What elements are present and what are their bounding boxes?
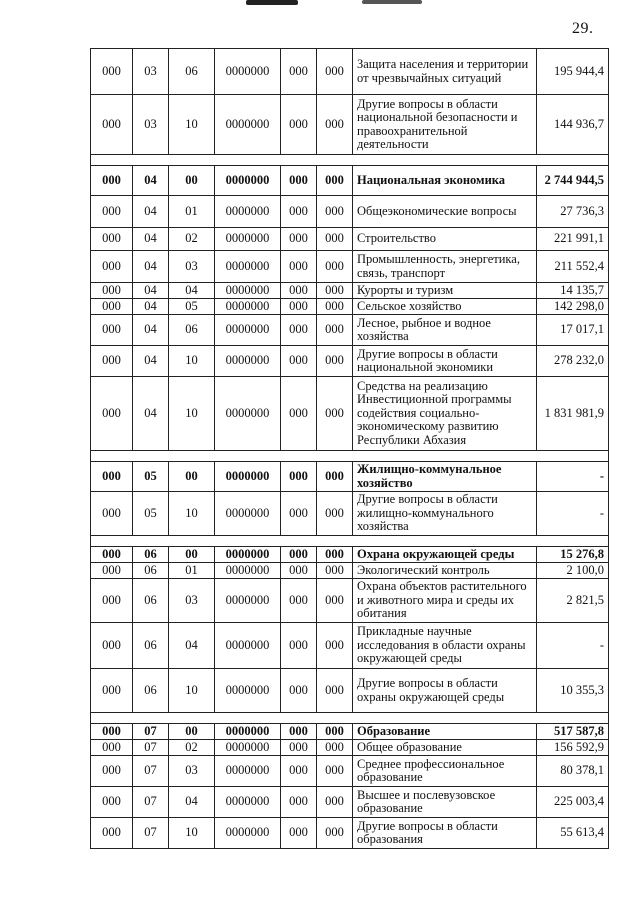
- amount-cell: 211 552,4: [537, 251, 609, 283]
- code-cell: 04: [133, 299, 169, 315]
- table-row: [91, 740, 609, 756]
- code-cell: 07: [133, 724, 169, 740]
- code-cell: 000: [91, 724, 133, 740]
- code-cell: 000: [317, 95, 353, 155]
- amount-cell: 156 592,9: [537, 740, 609, 756]
- code-cell: 000: [317, 315, 353, 346]
- code-cell: 06: [133, 623, 169, 669]
- budget-table: [90, 48, 609, 849]
- code-cell: 07: [133, 756, 169, 787]
- code-cell: 0000000: [215, 547, 281, 563]
- table-row: [91, 623, 609, 669]
- name-cell: Охрана окружающей среды: [353, 547, 537, 563]
- code-cell: 0000000: [215, 166, 281, 196]
- name-cell: Другие вопросы в области охраны окружающей среды: [353, 669, 537, 713]
- code-cell: 0000000: [215, 563, 281, 579]
- code-cell: 000: [317, 579, 353, 623]
- code-cell: 10: [169, 669, 215, 713]
- code-cell: 04: [169, 623, 215, 669]
- code-cell: 000: [317, 623, 353, 669]
- code-cell: 000: [281, 492, 317, 536]
- code-cell: 04: [133, 228, 169, 251]
- code-cell: 06: [169, 49, 215, 95]
- section-total-row: [91, 547, 609, 563]
- code-cell: 0000000: [215, 724, 281, 740]
- code-cell: 000: [281, 563, 317, 579]
- amount-cell: 2 821,5: [537, 579, 609, 623]
- name-cell: Общее образование: [353, 740, 537, 756]
- code-cell: 000: [317, 462, 353, 492]
- amount-cell: 278 232,0: [537, 346, 609, 377]
- code-cell: 0000000: [215, 740, 281, 756]
- code-cell: 000: [91, 377, 133, 451]
- table-row: [91, 563, 609, 579]
- code-cell: 01: [169, 196, 215, 228]
- amount-cell: 221 991,1: [537, 228, 609, 251]
- scan-artifact: [246, 0, 298, 5]
- code-cell: 06: [133, 579, 169, 623]
- code-cell: 000: [281, 623, 317, 669]
- code-cell: 000: [281, 196, 317, 228]
- name-cell: Охрана объектов растительного и животного мира и среды их обитания: [353, 579, 537, 623]
- table-row: [91, 346, 609, 377]
- name-cell: Другие вопросы в области образования: [353, 818, 537, 849]
- code-cell: 04: [169, 787, 215, 818]
- amount-cell: 15 276,8: [537, 547, 609, 563]
- name-cell: Промышленность, энергетика, связь, транспорт: [353, 251, 537, 283]
- code-cell: 000: [281, 166, 317, 196]
- code-cell: 03: [169, 756, 215, 787]
- table-row: [91, 196, 609, 228]
- code-cell: 0000000: [215, 492, 281, 536]
- code-cell: 02: [169, 228, 215, 251]
- name-cell: Строительство: [353, 228, 537, 251]
- section-spacer: [91, 536, 609, 547]
- code-cell: 000: [91, 49, 133, 95]
- table-row: [91, 818, 609, 849]
- code-cell: 01: [169, 563, 215, 579]
- code-cell: 000: [281, 462, 317, 492]
- code-cell: 06: [133, 547, 169, 563]
- code-cell: 03: [169, 251, 215, 283]
- code-cell: 000: [317, 547, 353, 563]
- table-row: [91, 492, 609, 536]
- code-cell: 000: [317, 251, 353, 283]
- name-cell: Другие вопросы в области национальной экономики: [353, 346, 537, 377]
- code-cell: 04: [133, 166, 169, 196]
- code-cell: 000: [281, 756, 317, 787]
- code-cell: 06: [169, 315, 215, 346]
- code-cell: 07: [133, 787, 169, 818]
- code-cell: 000: [281, 740, 317, 756]
- code-cell: 000: [317, 49, 353, 95]
- code-cell: 000: [281, 49, 317, 95]
- code-cell: 06: [133, 563, 169, 579]
- code-cell: 05: [133, 462, 169, 492]
- table-row: [91, 228, 609, 251]
- amount-cell: 80 378,1: [537, 756, 609, 787]
- code-cell: 000: [281, 669, 317, 713]
- amount-cell: 1 831 981,9: [537, 377, 609, 451]
- code-cell: 000: [317, 228, 353, 251]
- code-cell: 000: [317, 787, 353, 818]
- code-cell: 06: [133, 669, 169, 713]
- table-row: [91, 299, 609, 315]
- code-cell: 000: [91, 166, 133, 196]
- section-spacer: [91, 451, 609, 462]
- spacer-cell: [91, 536, 609, 547]
- name-cell: Сельское хозяйство: [353, 299, 537, 315]
- code-cell: 000: [91, 818, 133, 849]
- table-row: [91, 49, 609, 95]
- amount-cell: 55 613,4: [537, 818, 609, 849]
- name-cell: Высшее и послевузовское образование: [353, 787, 537, 818]
- code-cell: 0000000: [215, 315, 281, 346]
- section-total-row: [91, 724, 609, 740]
- spacer-cell: [91, 451, 609, 462]
- code-cell: 0000000: [215, 669, 281, 713]
- code-cell: 03: [133, 95, 169, 155]
- code-cell: 000: [281, 283, 317, 299]
- code-cell: 05: [133, 492, 169, 536]
- name-cell: Общеэкономические вопросы: [353, 196, 537, 228]
- code-cell: 000: [281, 95, 317, 155]
- code-cell: 00: [169, 462, 215, 492]
- code-cell: 000: [317, 756, 353, 787]
- code-cell: 03: [169, 579, 215, 623]
- code-cell: 000: [91, 579, 133, 623]
- code-cell: 000: [281, 346, 317, 377]
- code-cell: 0000000: [215, 251, 281, 283]
- code-cell: 04: [133, 196, 169, 228]
- code-cell: 000: [91, 346, 133, 377]
- code-cell: 000: [317, 299, 353, 315]
- code-cell: 000: [281, 579, 317, 623]
- amount-cell: 14 135,7: [537, 283, 609, 299]
- name-cell: Другие вопросы в области национальной безопасности и правоохранительной деятельности: [353, 95, 537, 155]
- spacer-cell: [91, 713, 609, 724]
- amount-cell: 27 736,3: [537, 196, 609, 228]
- code-cell: 000: [317, 166, 353, 196]
- code-cell: 000: [317, 492, 353, 536]
- code-cell: 07: [133, 740, 169, 756]
- code-cell: 0000000: [215, 377, 281, 451]
- table-row: [91, 283, 609, 299]
- amount-cell: 2 100,0: [537, 563, 609, 579]
- name-cell: Национальная экономика: [353, 166, 537, 196]
- amount-cell: -: [537, 492, 609, 536]
- code-cell: 0000000: [215, 787, 281, 818]
- code-cell: 000: [281, 547, 317, 563]
- code-cell: 000: [317, 740, 353, 756]
- spacer-cell: [91, 155, 609, 166]
- name-cell: Жилищно-коммунальное хозяйство: [353, 462, 537, 492]
- section-total-row: [91, 166, 609, 196]
- code-cell: 10: [169, 377, 215, 451]
- code-cell: 0000000: [215, 756, 281, 787]
- code-cell: 10: [169, 95, 215, 155]
- code-cell: 05: [169, 299, 215, 315]
- name-cell: Образование: [353, 724, 537, 740]
- code-cell: 0000000: [215, 623, 281, 669]
- code-cell: 000: [91, 462, 133, 492]
- code-cell: 0000000: [215, 818, 281, 849]
- code-cell: 0000000: [215, 228, 281, 251]
- table-row: [91, 95, 609, 155]
- name-cell: Курорты и туризм: [353, 283, 537, 299]
- code-cell: 10: [169, 818, 215, 849]
- code-cell: 000: [317, 377, 353, 451]
- code-cell: 000: [317, 283, 353, 299]
- name-cell: Прикладные научные исследования в области охраны окружающей среды: [353, 623, 537, 669]
- page-number: 29.: [572, 20, 594, 37]
- code-cell: 000: [91, 251, 133, 283]
- code-cell: 000: [91, 492, 133, 536]
- amount-cell: 10 355,3: [537, 669, 609, 713]
- amount-cell: -: [537, 623, 609, 669]
- code-cell: 0000000: [215, 196, 281, 228]
- code-cell: 00: [169, 166, 215, 196]
- code-cell: 04: [133, 315, 169, 346]
- code-cell: 000: [317, 818, 353, 849]
- name-cell: Защита населения и территории от чрезвычайных ситуаций: [353, 49, 537, 95]
- code-cell: 10: [169, 346, 215, 377]
- name-cell: Другие вопросы в области жилищно-коммунального хозяйства: [353, 492, 537, 536]
- section-total-row: [91, 462, 609, 492]
- code-cell: 000: [281, 228, 317, 251]
- amount-cell: 517 587,8: [537, 724, 609, 740]
- code-cell: 000: [317, 196, 353, 228]
- amount-cell: 144 936,7: [537, 95, 609, 155]
- code-cell: 04: [169, 283, 215, 299]
- code-cell: 000: [281, 724, 317, 740]
- code-cell: 000: [317, 346, 353, 377]
- code-cell: 000: [91, 196, 133, 228]
- amount-cell: 225 003,4: [537, 787, 609, 818]
- code-cell: 000: [91, 228, 133, 251]
- code-cell: 0000000: [215, 283, 281, 299]
- code-cell: 0000000: [215, 299, 281, 315]
- code-cell: 000: [281, 818, 317, 849]
- code-cell: 000: [281, 377, 317, 451]
- amount-cell: 2 744 944,5: [537, 166, 609, 196]
- code-cell: 02: [169, 740, 215, 756]
- table-row: [91, 579, 609, 623]
- code-cell: 000: [91, 299, 133, 315]
- code-cell: 000: [91, 95, 133, 155]
- code-cell: 000: [91, 669, 133, 713]
- code-cell: 0000000: [215, 462, 281, 492]
- name-cell: Лесное, рыбное и водное хозяйства: [353, 315, 537, 346]
- code-cell: 000: [91, 740, 133, 756]
- code-cell: 000: [317, 563, 353, 579]
- code-cell: 10: [169, 492, 215, 536]
- code-cell: 04: [133, 346, 169, 377]
- table-row: [91, 315, 609, 346]
- scan-artifact: [362, 0, 422, 4]
- code-cell: 000: [317, 669, 353, 713]
- code-cell: 000: [281, 315, 317, 346]
- code-cell: 03: [133, 49, 169, 95]
- code-cell: 0000000: [215, 49, 281, 95]
- code-cell: 0000000: [215, 346, 281, 377]
- code-cell: 000: [281, 251, 317, 283]
- code-cell: 00: [169, 724, 215, 740]
- amount-cell: 195 944,4: [537, 49, 609, 95]
- table-row: [91, 377, 609, 451]
- code-cell: 000: [281, 299, 317, 315]
- code-cell: 00: [169, 547, 215, 563]
- code-cell: 000: [91, 547, 133, 563]
- code-cell: 000: [91, 283, 133, 299]
- code-cell: 0000000: [215, 95, 281, 155]
- code-cell: 000: [91, 623, 133, 669]
- code-cell: 04: [133, 377, 169, 451]
- name-cell: Экологический контроль: [353, 563, 537, 579]
- table-row: [91, 787, 609, 818]
- table-row: [91, 669, 609, 713]
- code-cell: 0000000: [215, 579, 281, 623]
- section-spacer: [91, 713, 609, 724]
- code-cell: 04: [133, 283, 169, 299]
- code-cell: 000: [91, 315, 133, 346]
- code-cell: 04: [133, 251, 169, 283]
- amount-cell: -: [537, 462, 609, 492]
- section-spacer: [91, 155, 609, 166]
- code-cell: 000: [317, 724, 353, 740]
- name-cell: Среднее профессиональное образование: [353, 756, 537, 787]
- code-cell: 07: [133, 818, 169, 849]
- code-cell: 000: [281, 787, 317, 818]
- code-cell: 000: [91, 563, 133, 579]
- table-row: [91, 251, 609, 283]
- name-cell: Средства на реализацию Инвестиционной программы содействия социально-экономическому развитию Республики Абхазия: [353, 377, 537, 451]
- amount-cell: 17 017,1: [537, 315, 609, 346]
- code-cell: 000: [91, 787, 133, 818]
- table-row: [91, 756, 609, 787]
- amount-cell: 142 298,0: [537, 299, 609, 315]
- code-cell: 000: [91, 756, 133, 787]
